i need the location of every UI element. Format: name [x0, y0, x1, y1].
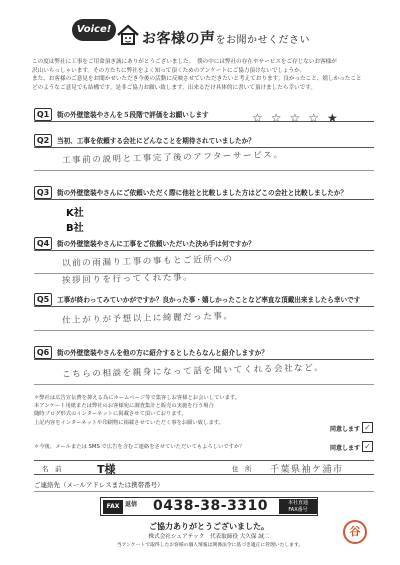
fax-box — [100, 497, 318, 516]
answer-text[interactable]: 以前の雨漏り工事の事もとご近所への — [61, 254, 234, 269]
competitor-2[interactable]: B社 — [66, 223, 84, 234]
answer-text[interactable]: 挨拶回りを行ってくれた事。 — [61, 272, 194, 286]
sms-text: ＊今後、メールまたは SMS で広告を含むご連絡をさせていただいてもよろしいですか？ — [34, 444, 245, 450]
privacy-note: 当アンケートで取得したお客様の個人情報は関係法令に基づき適正に管理いたします。 — [116, 543, 304, 548]
question-number: Q3 — [34, 186, 52, 199]
question-5 — [34, 293, 374, 307]
question-number: Q6 — [34, 346, 52, 359]
agree-checkbox[interactable]: ✓ — [362, 422, 373, 433]
intro-line: 沢山いらっしゃいます。その方たちに弊社をよく知って頂くためのアンケートにご協力頂けないでしょうか。 — [32, 67, 306, 74]
answer-text[interactable]: 仕上がりが予想以上に綺麗だった事。 — [61, 311, 234, 326]
title-part-c: をお聞かせください — [215, 35, 311, 46]
fax-direct-badge — [279, 499, 317, 514]
thanks-text: ご協力ありがとうございました。 — [149, 522, 269, 531]
sms-agree-checkbox[interactable]: ✓ — [362, 441, 373, 452]
name-field[interactable]: T様 — [97, 463, 116, 476]
question-4 — [34, 237, 374, 251]
consent-line: 随時ブログ形式のインターネットに掲載させて頂いております。 — [34, 411, 187, 418]
page-title — [142, 27, 310, 48]
question-text: 当初、工事を依頼する会社にどんなことを期待されていましたか？ — [57, 137, 255, 145]
consent-line: 上記内容をインターネットや印刷物に掲載させていただく事をお願い致します。 — [34, 419, 224, 426]
answer-line — [34, 384, 374, 385]
competitor-1[interactable]: K社 — [66, 208, 84, 219]
answer-line — [34, 170, 374, 171]
title-part-a: お客様の — [142, 31, 200, 47]
question-number: Q2 — [34, 134, 52, 147]
question-text: 街の外壁塗装やさんに工事をご依頼いただいた決め手は何ですか？ — [57, 240, 255, 248]
intro-line: この度は弊社に工事をご用命頂き誠にありがとうございました。 僕の中には弊社の存在やサービスをご存じないお客様が — [32, 59, 337, 65]
question-6 — [34, 346, 374, 360]
question-3 — [34, 186, 374, 200]
question-text: 街の外壁塗装やさんにご依頼いただく際に他社と比較しました方はどこの会社と比較しましたか？ — [57, 189, 348, 197]
address-field[interactable]: 千葉県袖ケ浦市 — [270, 465, 344, 475]
address-label: 住 所 — [232, 465, 252, 473]
answer-text[interactable]: こちらの相談を親身になって話を聞いてくれる会社など。 — [61, 363, 325, 380]
question-text: 街の外壁塗装やさんを５段階で評価をお願いします — [57, 111, 209, 119]
agree-label-sms: 同意します — [330, 445, 361, 452]
consent-line: ＊弊社は広告宣伝費を抑える為にホームページ等で集客しお客様とお会いしています。 — [34, 395, 241, 401]
seal-stamp: 谷 — [343, 520, 367, 544]
question-number: Q4 — [34, 237, 52, 250]
question-2 — [34, 134, 374, 148]
question-number: Q1 — [34, 108, 52, 121]
rating-stars[interactable]: ☆☆☆☆★ — [252, 111, 346, 125]
question-number: Q5 — [34, 293, 52, 306]
consent-line: 本アンケート用紙または弊社のお客様宛に調査集計と販売の実施を行う場合 — [34, 403, 214, 410]
customer-row — [34, 460, 374, 475]
contact-label: ご連絡先（メールアドレスまたは携帯番号） — [34, 481, 164, 489]
question-text: 工事が終わってみていかがですか？良かった事・嬉しかったことなど率直な頂戴出来ましたら幸いです — [57, 296, 361, 304]
house-icon — [116, 24, 140, 46]
name-label: 名 前 — [42, 465, 62, 473]
answer-text[interactable]: 工事前の説明と工事完了後のアフターサービス。 — [61, 150, 284, 166]
company-name: 株式会社シュアテック 代表取締役 大久保 誠二 — [148, 534, 270, 540]
intro-line: どのようなご意見でも結構です。是非ご協力お願い致します。出来るだけ具体的に書いて頂けましたら幸いです。 — [32, 84, 316, 91]
question-text: 街の外壁塗装やさんを他の方に紹介するとしたらなんと紹介しますか？ — [57, 349, 268, 357]
consent-text — [34, 394, 334, 427]
answer-line — [34, 330, 374, 331]
voice-badge: Voice! — [72, 19, 116, 41]
agree-label: 同意します — [330, 426, 361, 433]
intro-line: また、お客様のご意見をお聞かせいただき今後の活動に反映させていただきたいと考えております。良かったこと、嬉しかったこと — [32, 76, 362, 83]
fax-direct-line: FAX番号 — [288, 506, 308, 513]
fax-number: 0438-38-3310 — [153, 498, 269, 514]
title-part-b: 声 — [200, 29, 216, 47]
fax-icon: FAX — [103, 500, 123, 514]
intro-text — [32, 58, 377, 92]
fax-direct-line: 本社直通 — [287, 499, 308, 506]
contact-line — [34, 491, 374, 492]
fax-sub-label: 返信 — [125, 501, 138, 508]
